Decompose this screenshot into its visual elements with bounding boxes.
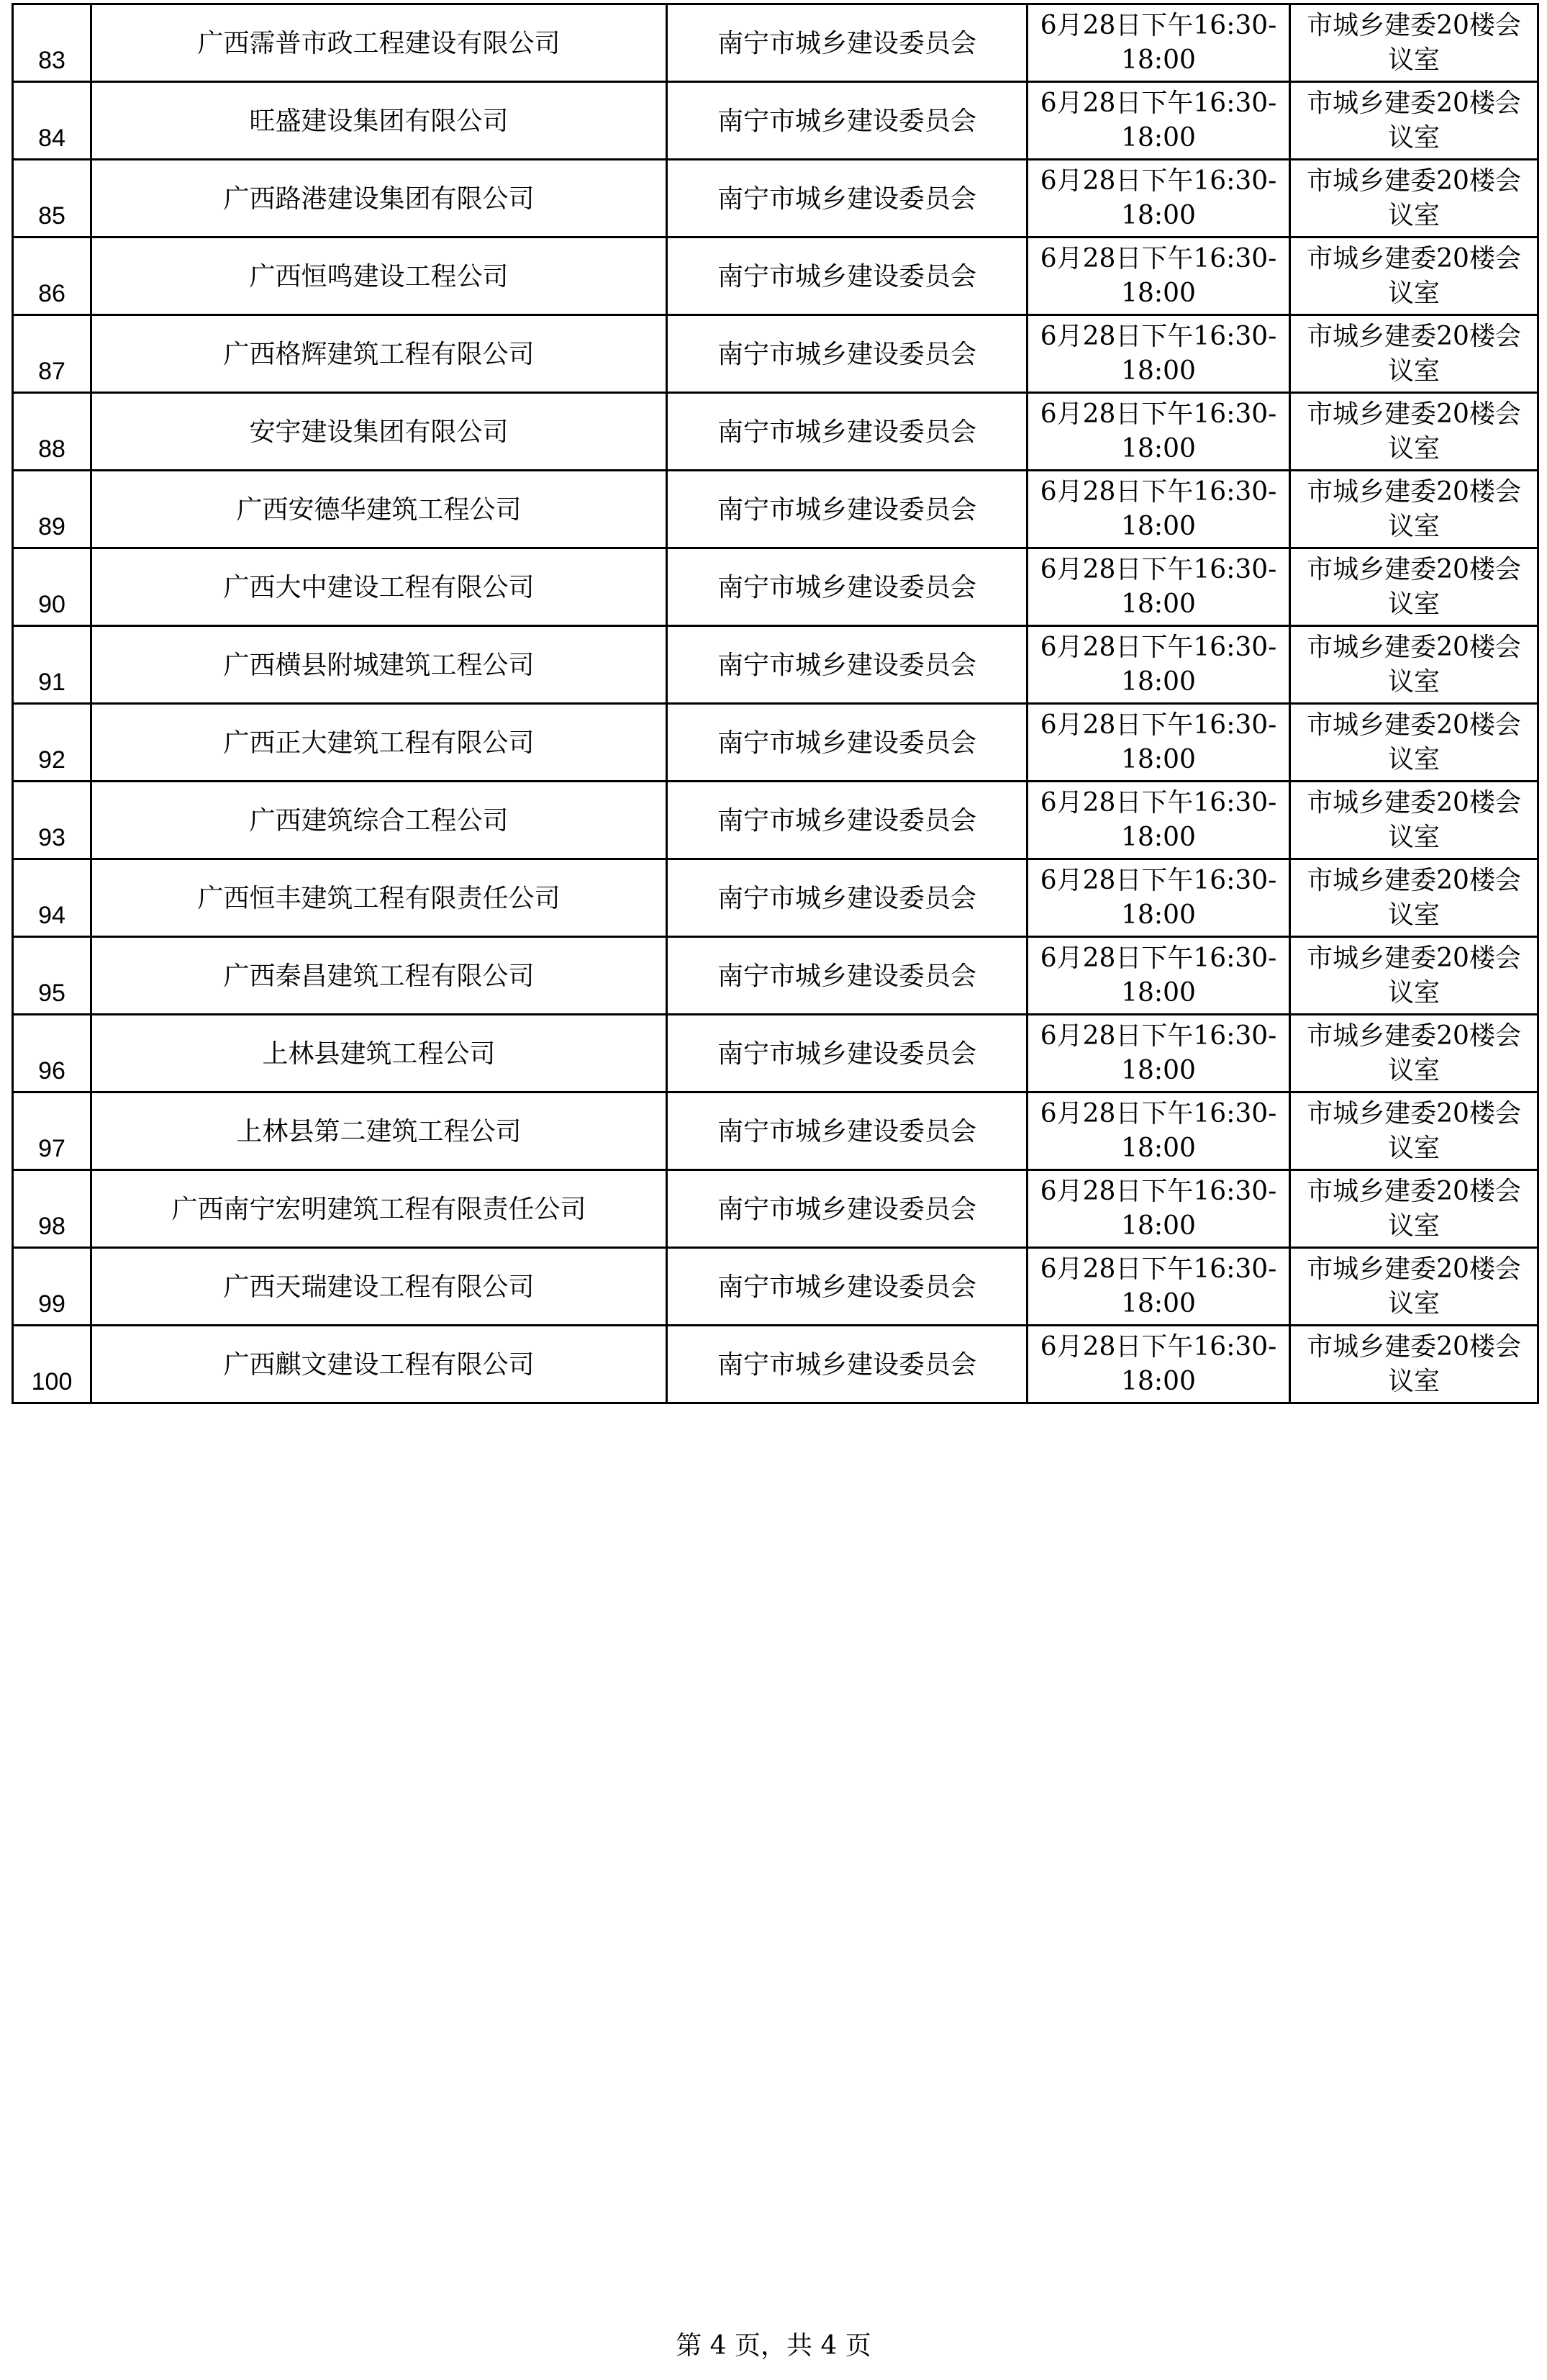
company-name: 广西大中建设工程有限公司 (91, 548, 667, 626)
meeting-place-line2: 议室 (1387, 1055, 1440, 1085)
table-row (13, 471, 1538, 548)
meeting-time (1027, 1092, 1290, 1170)
meeting-place-line1: 市城乡建委20楼会 (1307, 166, 1521, 196)
meeting-time (1027, 160, 1290, 237)
company-name: 广西南宁宏明建筑工程有限责任公司 (91, 1170, 667, 1248)
meeting-place-line1: 市城乡建委20楼会 (1307, 865, 1521, 895)
meeting-place (1290, 1170, 1538, 1248)
meeting-time (1027, 782, 1290, 859)
meeting-time-line2: 18:00 (1121, 200, 1196, 230)
meeting-place-line2: 议室 (1387, 977, 1440, 1008)
meeting-time (1027, 471, 1290, 548)
row-number: 90 (13, 548, 91, 626)
meeting-place (1290, 1092, 1538, 1170)
meeting-place-line2: 议室 (1387, 511, 1440, 541)
meeting-time (1027, 237, 1290, 315)
meeting-time (1027, 704, 1290, 782)
meeting-place-line1: 市城乡建委20楼会 (1307, 1021, 1521, 1051)
meeting-time-line1: 6月28日下午16:30- (1040, 1021, 1277, 1051)
table-row (13, 1015, 1538, 1092)
meeting-time (1027, 82, 1290, 160)
meeting-place (1290, 471, 1538, 548)
meeting-time (1027, 548, 1290, 626)
meeting-place (1290, 1015, 1538, 1092)
table-body (13, 4, 1538, 1403)
meeting-place-line1: 市城乡建委20楼会 (1307, 10, 1521, 40)
meeting-time-line2: 18:00 (1121, 278, 1196, 308)
meeting-place-line1: 市城乡建委20楼会 (1307, 399, 1521, 429)
row-number: 88 (13, 393, 91, 471)
row-number: 93 (13, 782, 91, 859)
meeting-time (1027, 1326, 1290, 1403)
company-name: 安宇建设集团有限公司 (91, 393, 667, 471)
meeting-place (1290, 782, 1538, 859)
meeting-time-line1: 6月28日下午16:30- (1040, 166, 1277, 196)
meeting-place (1290, 1248, 1538, 1326)
meeting-place (1290, 393, 1538, 471)
organizer: 南宁市城乡建设委员会 (667, 859, 1027, 937)
table-row (13, 160, 1538, 237)
meeting-place-line2: 议室 (1387, 1211, 1440, 1241)
meeting-place-line1: 市城乡建委20楼会 (1307, 710, 1521, 740)
meeting-time-line1: 6月28日下午16:30- (1040, 865, 1277, 895)
meeting-place-line2: 议室 (1387, 356, 1440, 386)
table-row (13, 704, 1538, 782)
row-number: 91 (13, 626, 91, 704)
meeting-place-line1: 市城乡建委20楼会 (1307, 476, 1521, 507)
row-number: 99 (13, 1248, 91, 1326)
meeting-time (1027, 315, 1290, 393)
meeting-place-line2: 议室 (1387, 278, 1440, 308)
meeting-time-line2: 18:00 (1121, 1366, 1196, 1396)
meeting-time-line1: 6月28日下午16:30- (1040, 88, 1277, 118)
organizer: 南宁市城乡建设委员会 (667, 548, 1027, 626)
meeting-time-line1: 6月28日下午16:30- (1040, 321, 1277, 351)
company-name: 广西麒文建设工程有限公司 (91, 1326, 667, 1403)
meeting-place-line2: 议室 (1387, 900, 1440, 930)
meeting-place (1290, 548, 1538, 626)
meeting-time-line2: 18:00 (1121, 122, 1196, 153)
company-name: 上林县建筑工程公司 (91, 1015, 667, 1092)
meeting-place (1290, 237, 1538, 315)
table-row (13, 548, 1538, 626)
meeting-place-line1: 市城乡建委20楼会 (1307, 1331, 1521, 1362)
row-number: 94 (13, 859, 91, 937)
table-row (13, 1326, 1538, 1403)
row-number: 97 (13, 1092, 91, 1170)
meeting-time (1027, 393, 1290, 471)
meeting-place-line1: 市城乡建委20楼会 (1307, 1098, 1521, 1128)
row-number: 96 (13, 1015, 91, 1092)
meeting-place (1290, 315, 1538, 393)
table-row (13, 82, 1538, 160)
meeting-time (1027, 4, 1290, 82)
meeting-place-line1: 市城乡建委20楼会 (1307, 1254, 1521, 1284)
meeting-time-line1: 6月28日下午16:30- (1040, 632, 1277, 662)
meeting-time-line2: 18:00 (1121, 1288, 1196, 1318)
table-row (13, 393, 1538, 471)
row-number: 89 (13, 471, 91, 548)
meeting-place-line1: 市城乡建委20楼会 (1307, 321, 1521, 351)
organizer: 南宁市城乡建设委员会 (667, 4, 1027, 82)
meeting-place-line2: 议室 (1387, 122, 1440, 153)
row-number: 98 (13, 1170, 91, 1248)
meeting-time-line2: 18:00 (1121, 1055, 1196, 1085)
organizer: 南宁市城乡建设委员会 (667, 393, 1027, 471)
table-row (13, 1248, 1538, 1326)
meeting-place-line1: 市城乡建委20楼会 (1307, 554, 1521, 584)
company-name: 广西正大建筑工程有限公司 (91, 704, 667, 782)
meeting-place-line2: 议室 (1387, 666, 1440, 697)
table-row (13, 859, 1538, 937)
organizer: 南宁市城乡建设委员会 (667, 1015, 1027, 1092)
table-row (13, 782, 1538, 859)
meeting-place (1290, 4, 1538, 82)
meeting-time-line2: 18:00 (1121, 356, 1196, 386)
row-number: 87 (13, 315, 91, 393)
company-name: 广西恒丰建筑工程有限责任公司 (91, 859, 667, 937)
meeting-time-line1: 6月28日下午16:30- (1040, 1331, 1277, 1362)
meeting-time-line2: 18:00 (1121, 666, 1196, 697)
company-name: 广西安德华建筑工程公司 (91, 471, 667, 548)
organizer: 南宁市城乡建设委员会 (667, 782, 1027, 859)
meeting-time (1027, 1248, 1290, 1326)
meeting-time-line2: 18:00 (1121, 433, 1196, 463)
meeting-place-line2: 议室 (1387, 1288, 1440, 1318)
row-number: 85 (13, 160, 91, 237)
meeting-time-line1: 6月28日下午16:30- (1040, 1254, 1277, 1284)
meeting-time-line2: 18:00 (1121, 589, 1196, 619)
table-row (13, 237, 1538, 315)
meeting-time-line1: 6月28日下午16:30- (1040, 399, 1277, 429)
meeting-time (1027, 1015, 1290, 1092)
company-name: 广西建筑综合工程公司 (91, 782, 667, 859)
company-name: 广西横县附城建筑工程公司 (91, 626, 667, 704)
organizer: 南宁市城乡建设委员会 (667, 471, 1027, 548)
company-name: 广西秦昌建筑工程有限公司 (91, 937, 667, 1015)
organizer: 南宁市城乡建设委员会 (667, 237, 1027, 315)
table-row (13, 1170, 1538, 1248)
meeting-time-line1: 6月28日下午16:30- (1040, 554, 1277, 584)
row-number: 84 (13, 82, 91, 160)
organizer: 南宁市城乡建设委员会 (667, 1326, 1027, 1403)
meeting-place-line2: 议室 (1387, 45, 1440, 75)
meeting-time-line1: 6月28日下午16:30- (1040, 10, 1277, 40)
meeting-place-line1: 市城乡建委20楼会 (1307, 243, 1521, 273)
table-row (13, 937, 1538, 1015)
meeting-place-line1: 市城乡建委20楼会 (1307, 632, 1521, 662)
meeting-place-line1: 市城乡建委20楼会 (1307, 787, 1521, 818)
company-name: 广西霈普市政工程建设有限公司 (91, 4, 667, 82)
meeting-time-line1: 6月28日下午16:30- (1040, 476, 1277, 507)
table-row (13, 1092, 1538, 1170)
meeting-time-line1: 6月28日下午16:30- (1040, 787, 1277, 818)
meeting-time-line1: 6月28日下午16:30- (1040, 710, 1277, 740)
meeting-time-line1: 6月28日下午16:30- (1040, 943, 1277, 973)
row-number: 86 (13, 237, 91, 315)
meeting-place-line2: 议室 (1387, 822, 1440, 852)
company-name: 上林县第二建筑工程公司 (91, 1092, 667, 1170)
meeting-place (1290, 626, 1538, 704)
table-row (13, 626, 1538, 704)
meeting-time-line1: 6月28日下午16:30- (1040, 1098, 1277, 1128)
meeting-place (1290, 82, 1538, 160)
meeting-time-line1: 6月28日下午16:30- (1040, 243, 1277, 273)
meeting-time-line2: 18:00 (1121, 822, 1196, 852)
company-name: 旺盛建设集团有限公司 (91, 82, 667, 160)
page-footer: 第 4 页，共 4 页 (676, 2331, 871, 2361)
meeting-place-line1: 市城乡建委20楼会 (1307, 943, 1521, 973)
meeting-place (1290, 859, 1538, 937)
company-name: 广西天瑞建设工程有限公司 (91, 1248, 667, 1326)
organizer: 南宁市城乡建设委员会 (667, 626, 1027, 704)
meeting-place (1290, 1326, 1538, 1403)
meeting-time-line2: 18:00 (1121, 977, 1196, 1008)
row-number: 92 (13, 704, 91, 782)
table-row (13, 4, 1538, 82)
organizer: 南宁市城乡建设委员会 (667, 82, 1027, 160)
meeting-time-line1: 6月28日下午16:30- (1040, 1176, 1277, 1206)
row-number: 83 (13, 4, 91, 82)
meeting-place-line2: 议室 (1387, 200, 1440, 230)
meeting-time (1027, 626, 1290, 704)
meeting-time-line2: 18:00 (1121, 900, 1196, 930)
row-number: 95 (13, 937, 91, 1015)
meeting-place-line2: 议室 (1387, 433, 1440, 463)
meeting-place-line1: 市城乡建委20楼会 (1307, 1176, 1521, 1206)
meeting-place-line2: 议室 (1387, 1366, 1440, 1396)
organizer: 南宁市城乡建设委员会 (667, 160, 1027, 237)
organizer: 南宁市城乡建设委员会 (667, 1170, 1027, 1248)
meeting-place-line2: 议室 (1387, 589, 1440, 619)
company-name: 广西格辉建筑工程有限公司 (91, 315, 667, 393)
meeting-place-line1: 市城乡建委20楼会 (1307, 88, 1521, 118)
meeting-time (1027, 859, 1290, 937)
organizer: 南宁市城乡建设委员会 (667, 315, 1027, 393)
schedule-table (12, 3, 1539, 1404)
meeting-place (1290, 160, 1538, 237)
meeting-time-line2: 18:00 (1121, 511, 1196, 541)
meeting-place (1290, 704, 1538, 782)
meeting-time-line2: 18:00 (1121, 1211, 1196, 1241)
meeting-time-line2: 18:00 (1121, 45, 1196, 75)
row-number: 100 (13, 1326, 91, 1403)
table-row (13, 315, 1538, 393)
meeting-place-line2: 议室 (1387, 744, 1440, 774)
organizer: 南宁市城乡建设委员会 (667, 1092, 1027, 1170)
meeting-time (1027, 1170, 1290, 1248)
meeting-place (1290, 937, 1538, 1015)
organizer: 南宁市城乡建设委员会 (667, 937, 1027, 1015)
company-name: 广西恒鸣建设工程公司 (91, 237, 667, 315)
meeting-time-line2: 18:00 (1121, 1133, 1196, 1163)
organizer: 南宁市城乡建设委员会 (667, 1248, 1027, 1326)
meeting-time (1027, 937, 1290, 1015)
meeting-time-line2: 18:00 (1121, 744, 1196, 774)
meeting-place-line2: 议室 (1387, 1133, 1440, 1163)
organizer: 南宁市城乡建设委员会 (667, 704, 1027, 782)
company-name: 广西路港建设集团有限公司 (91, 160, 667, 237)
